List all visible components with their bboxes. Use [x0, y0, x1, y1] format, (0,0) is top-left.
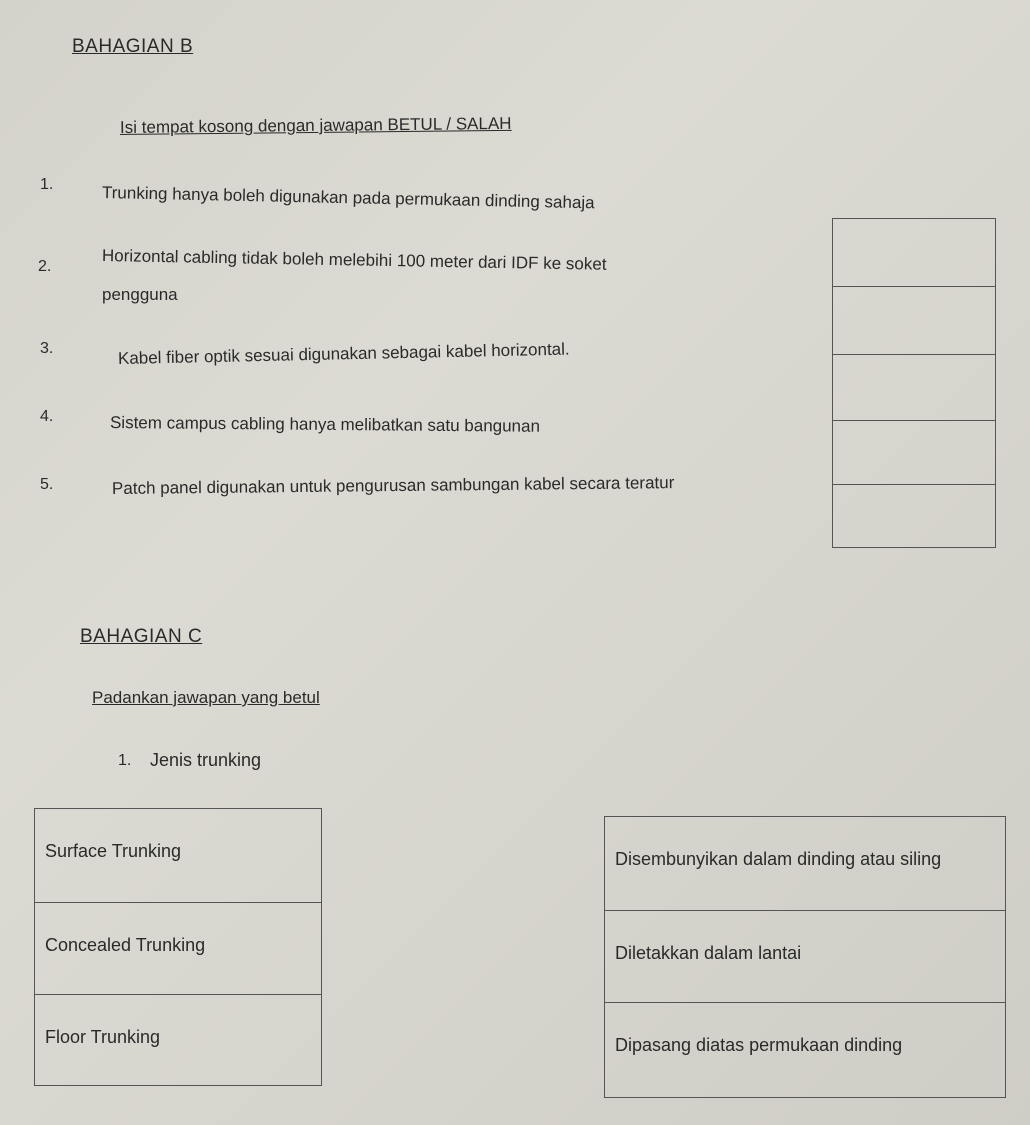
question-number: 1.: [40, 176, 54, 193]
question-text: Trunking hanya boleh digunakan pada permukaan dinding sahaja: [101, 183, 595, 213]
right-match-item[interactable]: [605, 817, 1005, 911]
right-match-label: Dipasang diatas permukaan dinding: [615, 1035, 903, 1055]
right-match-item[interactable]: [605, 1003, 1005, 1097]
answer-box-5[interactable]: [833, 485, 995, 547]
left-match-label: Floor Trunking: [45, 1027, 161, 1047]
left-match-label: Surface Trunking: [45, 841, 182, 861]
right-match-label: Diletakkan dalam lantai: [615, 943, 802, 963]
right-matching-table: [604, 816, 1006, 1098]
answer-box-2[interactable]: [833, 287, 995, 355]
question-text: Kabel fiber optik sesuai digunakan sebagai kabel horizontal.: [117, 339, 570, 368]
answer-box-4[interactable]: [833, 421, 995, 485]
question-text: Patch panel digunakan untuk pengurusan sambungan kabel secara teratur: [111, 473, 675, 498]
question-number: 4.: [40, 408, 54, 425]
left-match-item[interactable]: [35, 809, 321, 903]
left-match-label: Concealed Trunking: [45, 935, 206, 955]
question-text-continuation: pengguna: [102, 285, 178, 304]
question-number: 1.: [118, 752, 132, 769]
question-title: Jenis trunking: [150, 750, 262, 770]
left-matching-table: [34, 808, 322, 1086]
right-match-label: Disembunyikan dalam dinding atau siling: [615, 849, 942, 869]
question-number: 3.: [40, 340, 54, 357]
right-match-item[interactable]: [605, 911, 1005, 1003]
answer-boxes: [832, 218, 996, 548]
question-number: 5.: [40, 476, 54, 493]
section-b-heading: BAHAGIAN B: [72, 36, 194, 57]
question-number: 2.: [38, 258, 52, 275]
left-match-item[interactable]: [35, 903, 321, 995]
answer-box-3[interactable]: [833, 355, 995, 421]
question-text: Sistem campus cabling hanya melibatkan satu bangunan: [109, 413, 541, 436]
section-c-instruction: Padankan jawapan yang betul: [92, 688, 320, 707]
question-text: Horizontal cabling tidak boleh melebihi 100 meter dari IDF ke soket: [101, 246, 607, 274]
answer-box-1[interactable]: [833, 219, 995, 287]
section-c-heading: BAHAGIAN C: [80, 626, 203, 647]
left-match-item[interactable]: [35, 995, 321, 1085]
section-b-instruction: Isi tempat kosong dengan jawapan BETUL / SALAH: [119, 113, 512, 137]
